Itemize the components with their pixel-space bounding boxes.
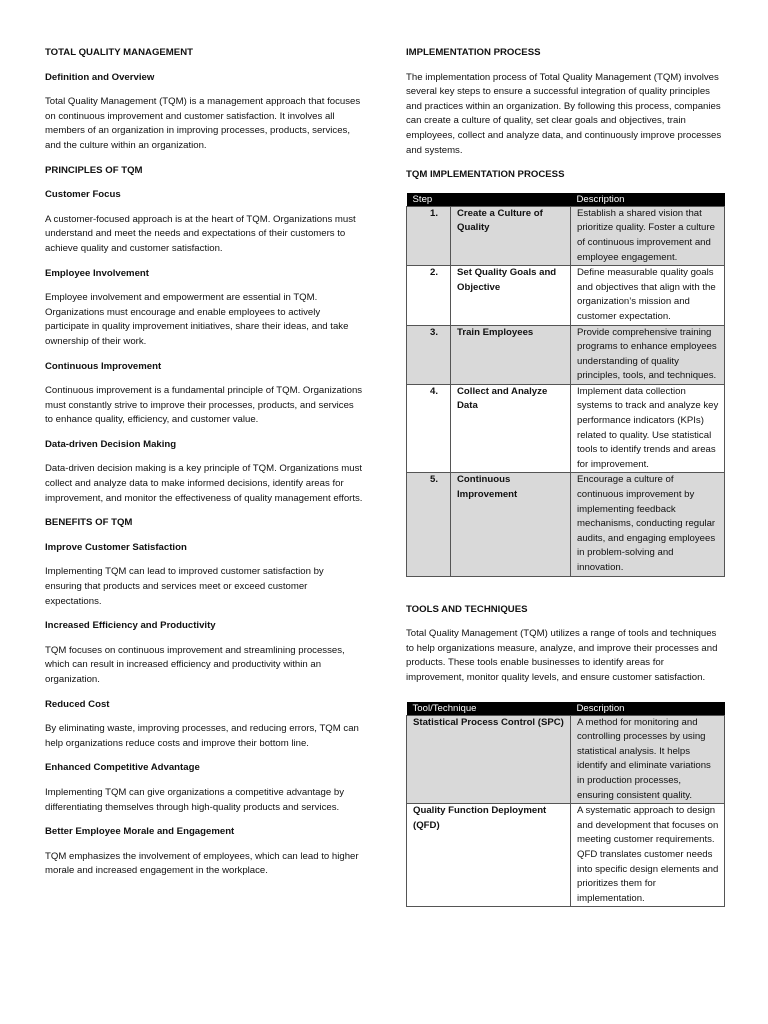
right-column (406, 46, 724, 907)
document-title: TOTAL QUALITY MANAGEMENT (45, 47, 193, 58)
table-row (407, 384, 725, 473)
tools-header-description: Description (571, 702, 725, 716)
step-name: Create a Culture of Quality (451, 206, 571, 265)
principle-text: A customer-focused approach is at the heart of TQM. Organizations must understand and meet the needs and expectations of their customers to achieve quality and customer satisfaction. (45, 213, 356, 254)
step-number: 5. (407, 473, 451, 576)
step-description: Establish a shared vision that prioritize quality. Foster a culture of continuous improvement and employee engagement. (571, 206, 725, 265)
benefit-text: TQM focuses on continuous improvement and streamlining processes, which can result in increased efficiency and productivity within an organization. (45, 644, 345, 685)
table-row (407, 266, 725, 325)
principle-heading: Employee Involvement (45, 267, 149, 279)
tools-text: Total Quality Management (TQM) utilizes a range of tools and techniques to help organizations measure, analyze, and improve their processes and products. These tools enable businesses to identify areas for improvement, monitor quality levels, and ensure customer satisfaction. (406, 628, 718, 683)
benefit-text: Implementing TQM can give organizations a competitive advantage by differentiating themselves through high-quality products and services. (45, 786, 344, 813)
table-row (407, 473, 725, 576)
benefit-heading: Increased Efficiency and Productivity (45, 620, 216, 632)
step-number: 1. (407, 206, 451, 265)
steps-table-heading: TQM IMPLEMENTATION PROCESS (406, 169, 565, 181)
implementation-text: The implementation process of Total Quality Management (TQM) involves several key steps to ensure a successful integration of quality principles and practices within an organization. By following this process, companies can create a culture of quality, set clear goals and objectives, train employees, collect and analyze data, and continuously improve processes and systems. (406, 71, 722, 156)
steps-header-step: Step (407, 193, 571, 207)
benefit-text: Implementing TQM can lead to improved customer satisfaction by ensuring that products and services meet or exceed customer expectations. (45, 566, 324, 607)
principle-text: Continuous improvement is a fundamental principle of TQM. Organizations must constantly strive to improve their processes, products, and services to enhance quality, efficiency, and customer value. (45, 385, 363, 426)
definition-heading: Definition and Overview (45, 71, 155, 83)
tool-name: Statistical Process Control (SPC) (407, 715, 571, 804)
step-description: Provide comprehensive training programs to enhance employees understanding of quality principles, tools, and techniques. (571, 325, 725, 384)
steps-header-description: Description (571, 193, 725, 207)
step-description: Define measurable quality goals and objectives that align with the organization’s mission and customer expectation. (571, 266, 725, 325)
step-name: Train Employees (451, 325, 571, 384)
tools-header-tool: Tool/Technique (407, 702, 571, 716)
step-description: Encourage a culture of continuous improvement by implementing feedback mechanisms, conducting regular audits, and engaging employees in problem-solving and innovation. (571, 473, 725, 576)
left-column (45, 46, 363, 889)
step-name: Set Quality Goals and Objective (451, 266, 571, 325)
step-name: Continuous Improvement (451, 473, 571, 576)
steps-table-header (407, 193, 725, 207)
table-row (407, 206, 725, 265)
tools-table (406, 702, 725, 908)
step-description: Implement data collection systems to track and analyze key performance indicators (KPIs) related to quality. Use statistical tools to identify trends and areas for improvement. (571, 384, 725, 473)
principle-text: Data-driven decision making is a key principle of TQM. Organizations must collect and analyze data to make informed decisions, identify areas for improvement, and monitor the effectiveness of quality management efforts. (45, 463, 363, 504)
step-number: 2. (407, 266, 451, 325)
steps-table (406, 193, 725, 577)
table-row (407, 804, 725, 907)
definition-text: Total Quality Management (TQM) is a management approach that focuses on continuous improvement and customer satisfaction. It involves all members of an organization in improving processes, products, services, and the culture within an organization. (45, 96, 361, 151)
tool-description: A method for monitoring and controlling processes by using statistical analysis. It helps identify and eliminate variations in production processes, ensuring consistent quality. (571, 715, 725, 804)
step-number: 4. (407, 384, 451, 473)
principle-heading: Customer Focus (45, 189, 121, 201)
tools-table-header (407, 702, 725, 716)
table-row (407, 715, 725, 804)
benefit-text: By eliminating waste, improving processes, and reducing errors, TQM can help organizations reduce costs and improve their bottom line. (45, 723, 359, 749)
benefits-heading: BENEFITS OF TQM (45, 517, 133, 529)
implementation-heading: IMPLEMENTATION PROCESS (406, 47, 541, 58)
benefit-heading: Reduced Cost (45, 698, 110, 710)
principle-text: Employee involvement and empowerment are essential in TQM. Organizations must encourage and enable employees to actively participate in quality improvement initiatives, share their ideas, and take ownership of their work. (45, 292, 349, 347)
principle-heading: Data-driven Decision Making (45, 438, 177, 450)
step-number: 3. (407, 325, 451, 384)
benefit-heading: Better Employee Morale and Engagement (45, 826, 235, 838)
table-row (407, 325, 725, 384)
principles-heading: PRINCIPLES OF TQM (45, 164, 143, 176)
tool-name: Quality Function Deployment (QFD) (407, 804, 571, 907)
principle-heading: Continuous Improvement (45, 360, 162, 372)
benefit-heading: Enhanced Competitive Advantage (45, 762, 200, 774)
benefit-text: TQM emphasizes the involvement of employees, which can lead to higher morale and increased engagement in the workplace. (45, 850, 359, 877)
benefit-heading: Improve Customer Satisfaction (45, 541, 187, 553)
tools-heading: TOOLS AND TECHNIQUES (406, 603, 528, 615)
step-name: Collect and Analyze Data (451, 384, 571, 473)
tool-description: A systematic approach to design and development that focuses on meeting customer requirements. QFD translates customer needs into specific design elements and prioritizes them for implementation. (571, 804, 725, 907)
